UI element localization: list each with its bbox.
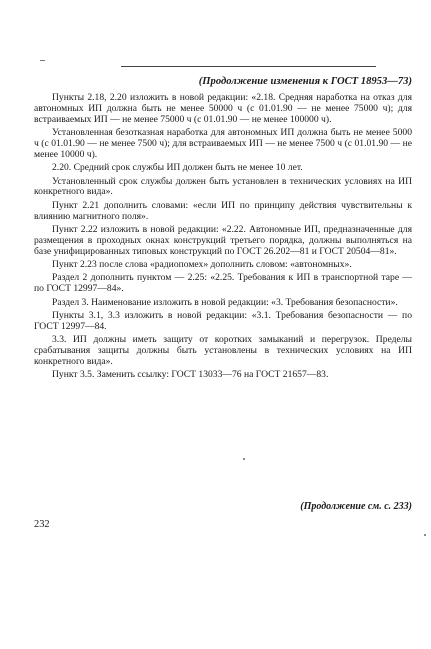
scan-speck bbox=[424, 534, 426, 536]
running-head: (Продолжение изменения к ГОСТ 18953—73) bbox=[198, 76, 412, 87]
paragraph-service-life: 2.20. Средний срок службы ИП должен быть не менее 10 лет. bbox=[52, 162, 303, 174]
paragraph-service-life-tu: Установленный срок службы должен быть установлен в технических условиях на ИП конкретного вида». bbox=[34, 175, 412, 198]
scan-speck bbox=[243, 458, 245, 460]
paragraph-section-2-item-2-25: Раздел 2 дополнить пунктом — 2.25: «2.25. Требования к ИП в транспортной таре — по ГОСТ 12997—84». bbox=[34, 272, 412, 295]
scan-mark bbox=[40, 60, 45, 61]
paragraph-item-2-21: Пункт 2.21 дополнить словами: «если ИП по принципу действия чувствительны к влиянию магнитного поля». bbox=[34, 199, 412, 222]
page-number: 232 bbox=[34, 519, 50, 530]
continuation-note: (Продолжение см. с. 233) bbox=[300, 501, 412, 512]
header-rule bbox=[121, 66, 376, 67]
paragraph-section-3-title: Раздел 3. Наименование изложить в новой редакции: «3. Требования безопасности». bbox=[52, 296, 398, 308]
body-text bbox=[34, 93, 412, 383]
paragraph-failure-free-operation: Установленная безотказная наработка для автономных ИП должна быть не менее 5000 ч (с 01.01.90 — не менее 7500 ч); для встраиваемых ИП — не менее 7500 ч (с 01.01.90 — не менее 10000 ч). bbox=[34, 127, 412, 160]
paragraph-item-3-3: 3.3. ИП должны иметь защиту от коротких замыканий и перегрузок. Пределы срабатывания защиты должны быть установлены в технических условиях на ИП конкретного вида». bbox=[34, 334, 412, 367]
paragraph-items-3-1-3-3: Пункты 3.1, 3.3 изложить в новой редакции: «3.1. Требования безопасности — по ГОСТ 12997—84. bbox=[34, 309, 412, 332]
paragraph-item-2-23: Пункт 2.23 после слова «радиопомех» дополнить словом: «автономных». bbox=[52, 259, 352, 271]
paragraph-item-3-5: Пункт 3.5. Заменить ссылку: ГОСТ 13033—76 на ГОСТ 21657—83. bbox=[52, 369, 329, 381]
paragraph-item-2-22: Пункт 2.22 изложить в новой редакции: «2.22. Автономные ИП, предназначенные для размещения в проходных окнах конструкций третьего порядка, должны выполняться на базе унифицированных типовых конструкций по ГОСТ 26.202—81 и ГОСТ 20504—81». bbox=[34, 223, 412, 257]
paragraph-items-2-18-2-20: Пункты 2.18, 2.20 изложить в новой редакции: «2.18. Средняя наработка на отказ для автономных ИП должна быть не менее 50000 ч (с 01.01.90 — не менее 75000 ч); для встраиваемых ИП — не менее 75000 ч (с 01.01.90 — не менее 100000 ч). bbox=[34, 92, 412, 125]
